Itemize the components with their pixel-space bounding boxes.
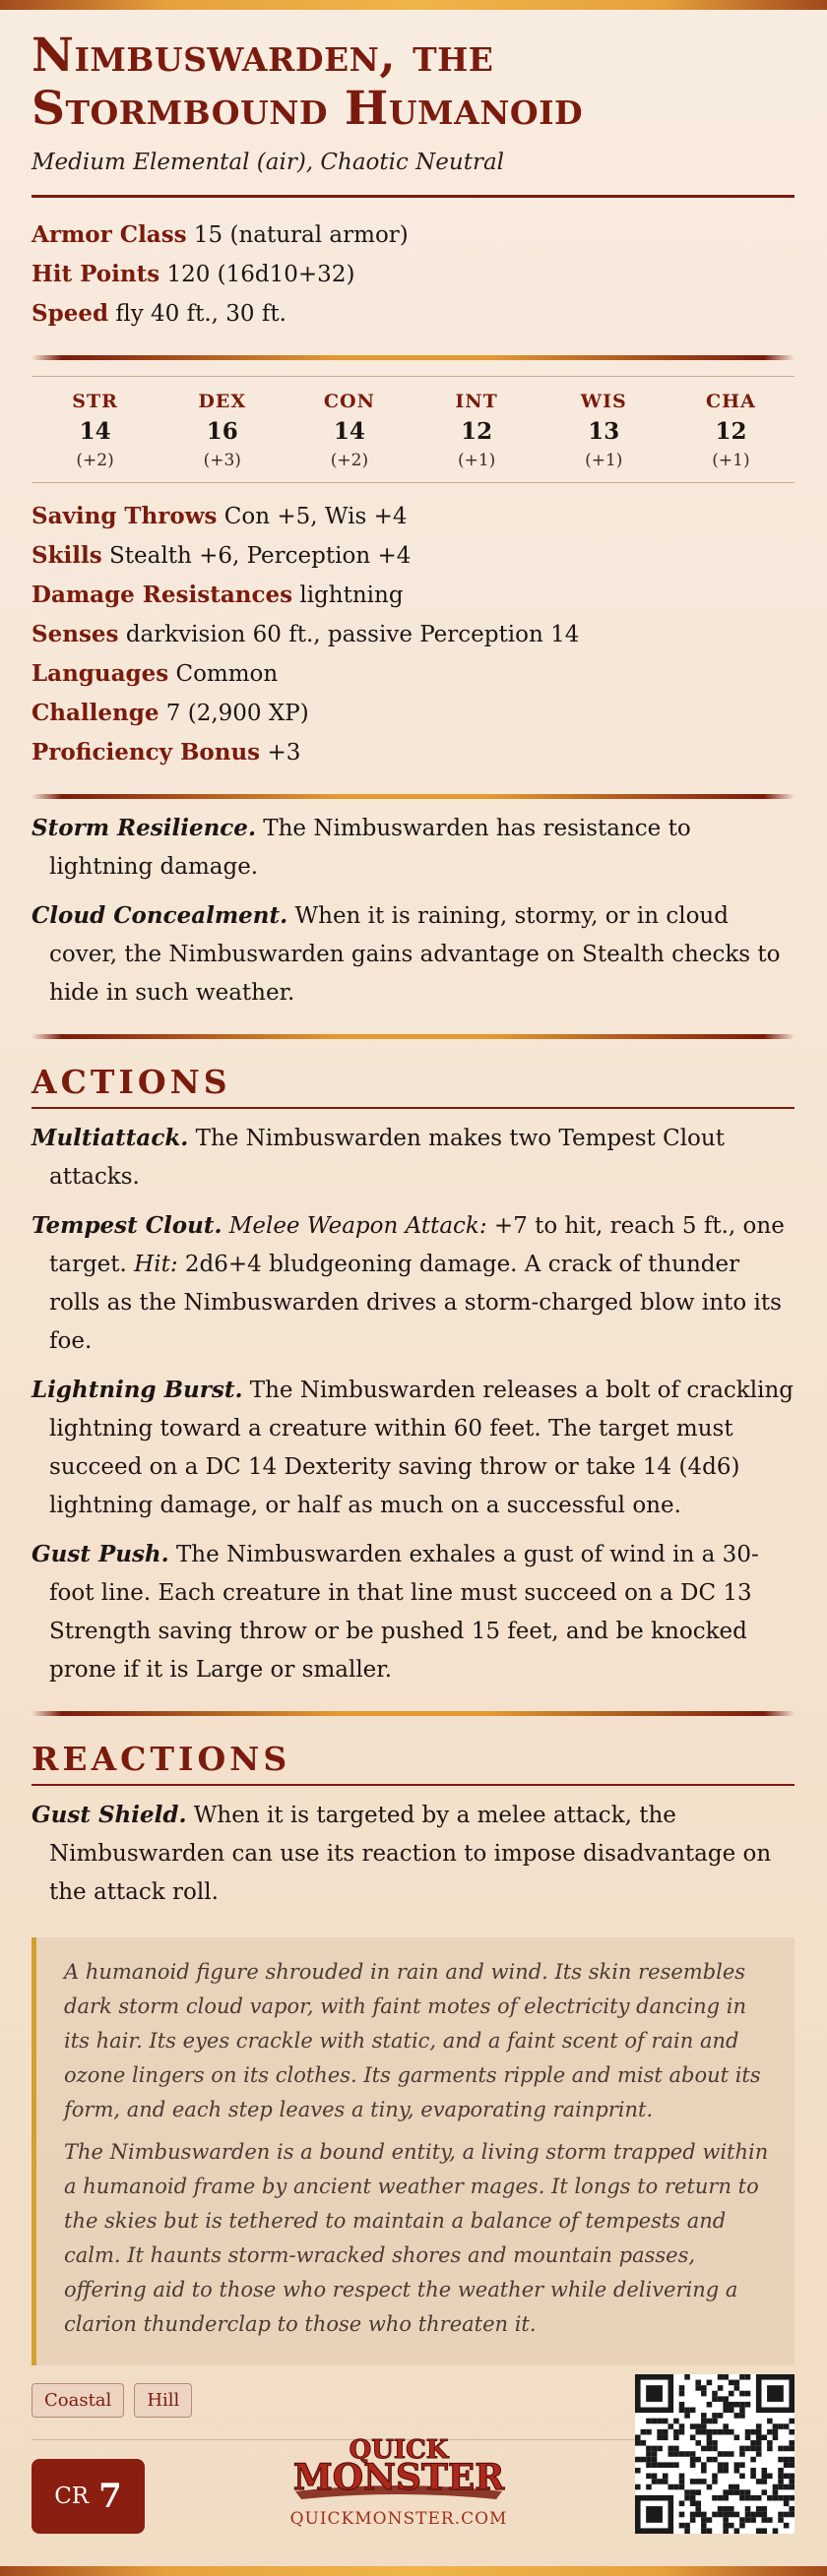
action-text: The Nimbuswarden releases a bolt of crackling lightning toward a creature within 60 feet. The target must succeed on a DC 14 Dexterity saving throw or take 14 (4d6) lightning damage, or half as much on a successful one. — [49, 1378, 794, 1518]
trait-text: When it is raining, stormy, or in cloud cover, the Nimbuswarden gains advantage on Stealth checks to hide in such weather. — [49, 903, 781, 1006]
ability-scores — [32, 376, 795, 483]
ability-mod: (+2) — [76, 451, 114, 470]
reaction-text: When it is targeted by a melee attack, the Nimbuswarden can use its reaction to impose disadvantage on the attack roll. — [49, 1803, 772, 1905]
ability-name: DEX — [198, 391, 247, 412]
armor-class — [32, 215, 795, 255]
ability-mod: (+1) — [457, 451, 496, 470]
stat-value: Stealth +6, Perception +4 — [109, 543, 412, 569]
title-divider — [32, 195, 795, 198]
tag-coastal[interactable]: Coastal — [32, 2383, 124, 2418]
monster-type: Medium Elemental (air), Chaotic Neutral — [32, 150, 505, 175]
section-divider — [32, 1034, 795, 1039]
stat-label: Senses — [32, 621, 119, 647]
ability-mod: (+1) — [712, 451, 750, 470]
logo-line-2: MONSTER — [292, 2457, 505, 2498]
skills — [32, 536, 795, 576]
stat-value: 7 (2,900 XP) — [165, 701, 309, 726]
logo-line-1: QUICK — [349, 2435, 449, 2465]
action-gust-push — [32, 1535, 795, 1689]
lore-background: The Nimbuswarden is a bound entity, a living storm trapped within a humanoid frame by ancient weather mages. It longs to return to the skies but is tethered to maintain a balance of tempests and calm. It haunts storm-wracked shores and mountain passes, offering aid to those who respect the weather while delivering a clarion thunderclap to those who threaten it. — [64, 2140, 769, 2336]
senses — [32, 615, 795, 654]
action-lightning-burst — [32, 1371, 795, 1525]
ability-dex — [159, 391, 286, 470]
stat-label: Armor Class — [32, 221, 187, 248]
stat-value: +3 — [267, 740, 301, 766]
ability-mod: (+1) — [585, 451, 623, 470]
action-tempest-clout — [32, 1206, 795, 1361]
damage-resistances — [32, 576, 795, 615]
ability-name: CHA — [706, 391, 756, 412]
reactions-rule — [32, 1784, 795, 1786]
actions-heading: ACTIONS — [32, 1063, 231, 1101]
languages — [32, 654, 795, 694]
section-divider — [32, 794, 795, 799]
ability-score: 12 — [461, 418, 493, 445]
title-line-1: Nimbuswarden, the — [32, 29, 494, 83]
cr-value: 7 — [98, 2477, 122, 2516]
ability-score: 12 — [715, 418, 747, 445]
stat-value: lightning — [299, 583, 404, 608]
ability-score: 16 — [206, 418, 238, 445]
hit-text: 2d6+4 bludgeoning damage. A crack of thunder rolls as the Nimbuswarden drives a storm-charged blow into its foe. — [49, 1252, 782, 1354]
trait-cloud-concealment — [32, 896, 795, 1012]
action-name: Gust Push. — [32, 1541, 169, 1567]
monster-title — [32, 30, 795, 136]
stat-value: Con +5, Wis +4 — [223, 504, 408, 529]
bottom-accent-bar — [0, 2566, 827, 2576]
stat-label: Proficiency Bonus — [32, 739, 261, 766]
stat-label: Challenge — [32, 700, 159, 726]
cr-badge — [32, 2459, 145, 2534]
ability-score: 13 — [588, 418, 620, 445]
title-line-2: Stormbound Humanoid — [32, 82, 584, 136]
ability-wis — [541, 391, 668, 470]
ability-name: CON — [323, 391, 375, 412]
quickmonster-logo[interactable] — [286, 2430, 512, 2529]
stat-label: Speed — [32, 300, 109, 327]
reactions-heading: REACTIONS — [32, 1740, 291, 1778]
stat-value: darkvision 60 ft., passive Perception 14 — [125, 622, 580, 647]
action-text: The Nimbuswarden exhales a gust of wind in a 30-foot line. Each creature in that line must succeed on a DC 13 Strength saving throw or be pushed 15 feet, and be knocked prone if it is Large or smaller. — [49, 1542, 759, 1683]
top-accent-bar — [0, 0, 827, 10]
ability-con — [286, 391, 413, 470]
action-name: Lightning Burst. — [32, 1377, 243, 1403]
attack-kind: Melee Weapon Attack: — [228, 1213, 487, 1239]
qr-code-icon[interactable] — [635, 2374, 795, 2534]
detail-stats — [32, 497, 795, 772]
tag-hill[interactable]: Hill — [134, 2383, 192, 2418]
stat-label: Languages — [32, 660, 169, 687]
stat-label: Hit Points — [32, 261, 160, 287]
logo-wordmark — [286, 2430, 512, 2505]
stat-value: Common — [175, 661, 279, 687]
action-name: Multiattack. — [32, 1125, 189, 1151]
stat-label: Skills — [32, 542, 102, 569]
lore-appearance: A humanoid figure shrouded in rain and wind. Its skin resembles dark storm cloud vapor, with faint motes of electricity dancing in its hair. Its eyes crackle with static, and a faint scent of rain and ozone lingers on its clothes. Its garments ripple and mist about its form, and each step leaves a tiny, evaporating rainprint. — [64, 1960, 761, 2121]
ability-name: WIS — [580, 391, 627, 412]
action-multiattack — [32, 1119, 795, 1196]
reaction-name: Gust Shield. — [32, 1802, 187, 1828]
trait-name: Storm Resilience. — [32, 815, 256, 841]
action-text: The Nimbuswarden makes two Tempest Clout attacks. — [49, 1126, 725, 1190]
trait-name: Cloud Concealment. — [32, 902, 288, 929]
section-divider — [32, 1711, 795, 1716]
hit-points — [32, 255, 795, 294]
stat-label: Saving Throws — [32, 503, 218, 529]
ability-score: 14 — [79, 418, 111, 445]
trait-text: The Nimbuswarden has resistance to lightning damage. — [49, 816, 691, 880]
stat-value: 120 (16d10+32) — [166, 262, 355, 287]
core-stats — [32, 215, 795, 334]
lore-box — [32, 1937, 795, 2365]
challenge — [32, 694, 795, 733]
speed — [32, 294, 795, 334]
ability-cha — [668, 391, 795, 470]
trait-storm-resilience — [32, 809, 795, 887]
stat-block — [32, 30, 795, 2440]
hit-label: Hit: — [134, 1252, 178, 1277]
stat-value: 15 (natural armor) — [193, 222, 409, 248]
ability-mod: (+2) — [330, 451, 369, 470]
stat-label: Damage Resistances — [32, 582, 293, 608]
ability-name: STR — [72, 391, 118, 412]
ability-str — [32, 391, 159, 470]
ability-name: INT — [455, 391, 498, 412]
ability-int — [414, 391, 541, 470]
saving-throws — [32, 497, 795, 536]
reaction-gust-shield — [32, 1796, 795, 1912]
actions-rule — [32, 1107, 795, 1109]
ability-score: 14 — [333, 418, 365, 445]
ability-mod: (+3) — [203, 451, 241, 470]
attack-reach: +7 to hit, reach 5 ft., one target. — [49, 1213, 785, 1277]
site-url[interactable]: QUICKMONSTER.COM — [289, 2509, 508, 2529]
section-divider — [32, 355, 795, 360]
traits — [32, 809, 795, 1012]
stat-value: fly 40 ft., 30 ft. — [115, 301, 286, 327]
action-name: Tempest Clout. — [32, 1212, 223, 1239]
proficiency-bonus — [32, 733, 795, 772]
cr-label: CR — [54, 2484, 90, 2509]
